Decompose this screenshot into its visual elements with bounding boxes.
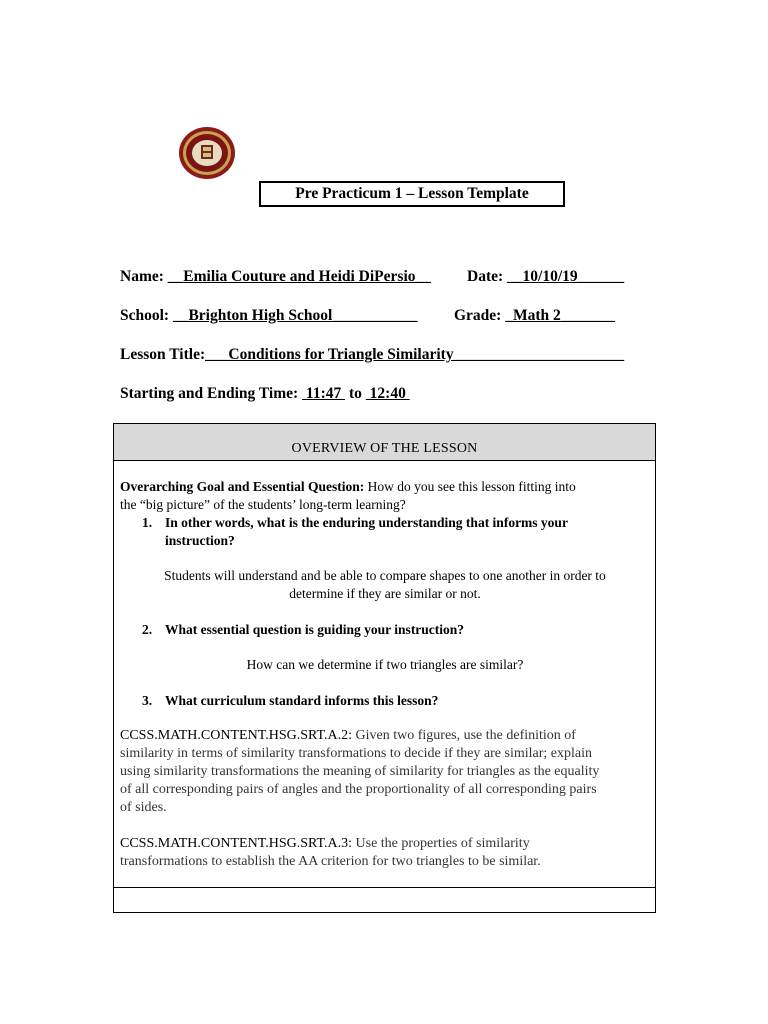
school-line: School: __Brighton High School___________ (120, 307, 418, 324)
time-line: Starting and Ending Time: 11:47 to 12:40 (120, 385, 410, 402)
standard-1: CCSS.MATH.CONTENT.HSG.SRT.A.2: Given two figures, use the definition of similarity in terms of similarity transformations to decide if they are similar; explain using similarity transformations the meaning of similarity for triangles as the equality of all corresponding pairs of angles and the proportionality of all corresponding pairs of sides. (120, 728, 600, 815)
school-value: Brighton High School (188, 307, 333, 324)
grade-value: Math 2 (512, 307, 561, 324)
standard-2: CCSS.MATH.CONTENT.HSG.SRT.A.3: Use the properties of similarity transformations to establish the AA criterion for two triangles to be similar. (120, 836, 541, 869)
q1-text: In other words, what is the enduring understanding that informs your instruction? (165, 515, 568, 548)
goal-paragraph: Overarching Goal and Essential Question: How do you see this lesson fitting into the “big picture” of the students’ long-term learning? (120, 479, 576, 512)
overview-heading: OVERVIEW OF THE LESSON (114, 424, 655, 461)
overview-table (113, 423, 656, 913)
college-seal-icon (178, 126, 236, 180)
overview-body (114, 461, 655, 888)
date-line: Date: __10/10/19______ (467, 268, 625, 285)
document-title: Pre Practicum 1 – Lesson Template (259, 181, 565, 207)
a2-text: How can we determine if two triangles are similar? (246, 657, 524, 672)
q2-text: What essential question is guiding your instruction? (165, 622, 465, 637)
grade-line: Grade: _Math 2_______ (454, 307, 616, 324)
a1-text: Students will understand and be able to compare shapes to one another in order to determine if they are similar or not. (164, 568, 606, 601)
name-value: Emilia Couture and Heidi DiPersio (183, 268, 416, 285)
lesson-title-line: Lesson Title:___Conditions for Triangle Similarity______________________ (120, 346, 625, 363)
end-time: 12:40 (365, 385, 410, 402)
q3-number: 3. (142, 693, 153, 708)
start-time: 11:47 (302, 385, 346, 402)
name-line: Name: __Emilia Couture and Heidi DiPersio__ (120, 268, 432, 285)
q1-number: 1. (142, 515, 153, 530)
q2-number: 2. (142, 622, 153, 637)
q3-text: What curriculum standard informs this lesson? (165, 693, 439, 708)
date-value: 10/10/19 (522, 268, 578, 285)
lesson-title-value: Conditions for Triangle Similarity (228, 346, 454, 363)
